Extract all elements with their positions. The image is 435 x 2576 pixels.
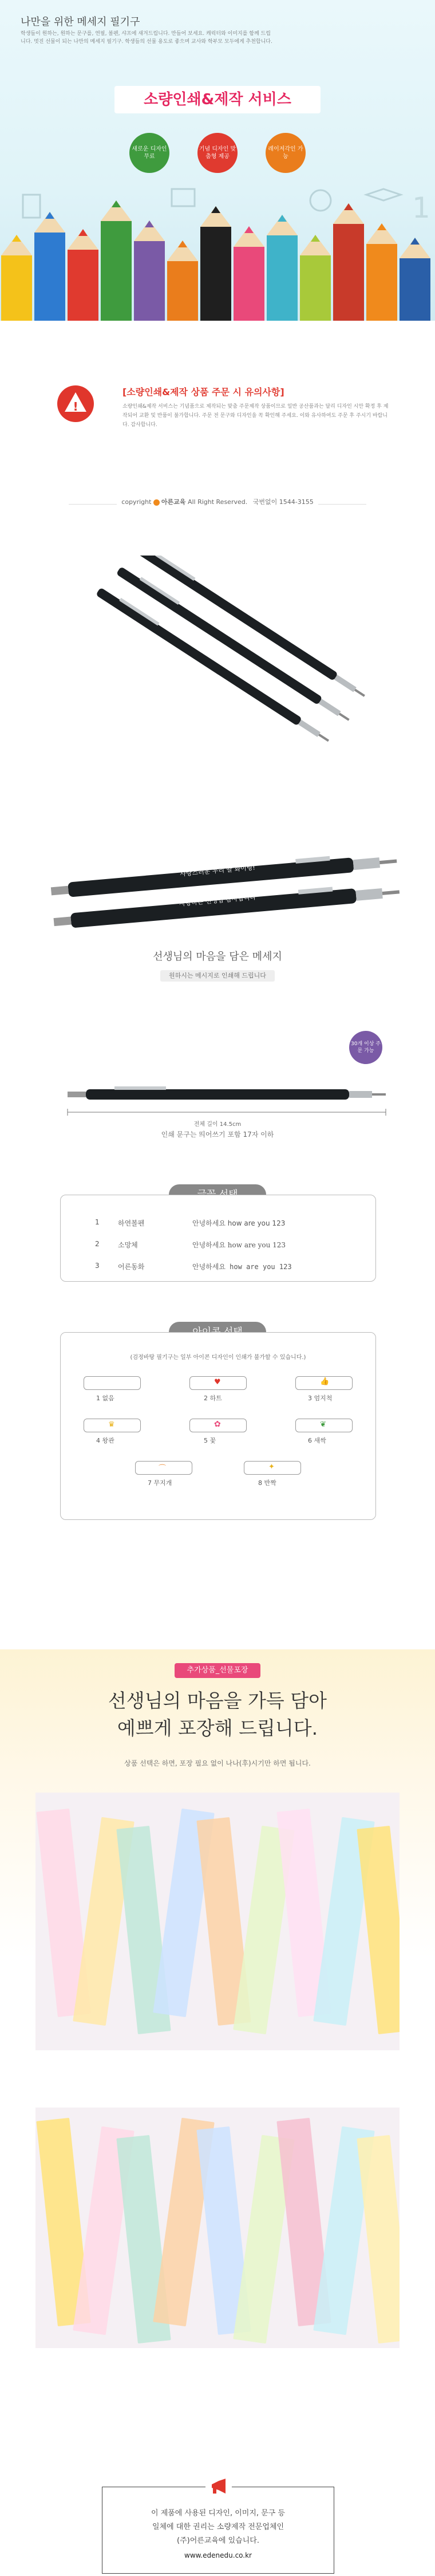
hero-tagline: 나만을 위한 메세지 필기구 bbox=[21, 16, 140, 28]
icon-option-none[interactable] bbox=[84, 1376, 141, 1390]
engrave-text-2: 사랑하는 선생님 감사합니다 bbox=[179, 893, 256, 908]
print-limit: 인쇄 문구는 띄어쓰기 포함 17자 이하 bbox=[161, 1131, 274, 1139]
pencil bbox=[400, 238, 430, 321]
footer-line-3: (주)어른교육에 있습니다. bbox=[177, 2536, 259, 2545]
gift-wrap-section bbox=[0, 1649, 435, 2377]
icon-option-flower[interactable] bbox=[189, 1419, 247, 1432]
badge-custom-design: 기념 디자인 맞춤형 제공 bbox=[197, 133, 238, 173]
pencil bbox=[101, 200, 132, 321]
warning-icon: ! bbox=[57, 385, 94, 422]
engraved-pens-image bbox=[0, 848, 435, 928]
hero-banner bbox=[0, 0, 435, 321]
font-option[interactable]: 1 하연볼펜 안녕하세요 how are you 123 bbox=[95, 1218, 286, 1227]
svg-text:1: 1 bbox=[412, 191, 430, 224]
pencil bbox=[167, 241, 198, 321]
gift-tag: 추가상품_선물포장 bbox=[175, 1663, 260, 1678]
icon-label: 꽃 bbox=[209, 1437, 216, 1444]
icon-option-heart[interactable] bbox=[189, 1376, 247, 1390]
pencil bbox=[1, 235, 32, 321]
icon-label: 하트 bbox=[209, 1395, 222, 1402]
product-pens-image bbox=[0, 556, 435, 785]
pencil bbox=[134, 220, 165, 321]
copyright-prefix: copyright bbox=[121, 498, 152, 506]
gift-photo-2 bbox=[35, 2108, 400, 2348]
message-caption: 원하시는 메시지로 인쇄해 드립니다 bbox=[160, 970, 275, 982]
pencil bbox=[68, 229, 98, 321]
copyright-phone: 국번없이 1544-3155 bbox=[252, 498, 314, 506]
min-order-bubble: 30개 이상 주문 가능 bbox=[349, 1031, 382, 1064]
badge-laser: 레이저각인 가능 bbox=[266, 133, 306, 173]
icon-label: 왕관 bbox=[102, 1437, 114, 1444]
brand-logo-icon bbox=[153, 499, 160, 506]
thumbs-up-icon: 👍 bbox=[320, 1377, 330, 1386]
copyright-bar bbox=[0, 491, 435, 514]
icon-label: 없음 bbox=[102, 1395, 114, 1402]
icon-option-rainbow[interactable] bbox=[135, 1461, 192, 1475]
gift-bag bbox=[357, 1826, 400, 2034]
notice-body: 소량인쇄&제작 서비스는 기념품으로 제작되는 맞춤 주문제작 상품이므로 일반 공산품과는 달리 디자인 시안 확정 후 제작되어 교환 및 반품이 불가합니다. 주문 전 문구와 디자인을 꼭 확인해 주세요. 이와 유사하여도 주문 후 주시기 바랍니다. 감사합니다. bbox=[122, 404, 389, 428]
badge-free-design: 새로운 디자인 무료 bbox=[129, 133, 169, 173]
pencil bbox=[200, 206, 231, 321]
icon-label: 무지개 bbox=[153, 1479, 172, 1487]
icon-label: 반짝 bbox=[264, 1479, 276, 1487]
engrave-text-1: 사랑스러운 우리 딸 화이팅! bbox=[179, 864, 256, 878]
pencil bbox=[234, 226, 264, 321]
icon-label: 엄지척 bbox=[314, 1395, 333, 1402]
icon-note: (검정바탕 필기구는 일부 아이콘 디자인이 인쇄가 불가할 수 있습니다.) bbox=[130, 1354, 306, 1361]
hero-description: 학생들이 원하는, 원하는 문구를, 연필, 볼펜, 샤프에 새겨드립니다. 만들어 보세요. 캐릭터와 이미지를 함께 드립니다. 멋진 선물이 되는 나만의 메세지 필기구. 학생들의 선물 용도로 좋으며 교사와 학부모 모두에게 추천합니다. bbox=[21, 31, 272, 45]
icon-option-sparkle[interactable] bbox=[244, 1461, 301, 1475]
icon-select-box: (검정바탕 필기구는 일부 아이콘 디자인이 인쇄가 불가할 수 있습니다.) ♥ 👍 1 없음 2 하트 3 엄지척 ♛ ✿ ❦ 4 왕관 5 꽃 6 새싹 ⌒ ✦ 7 무지개 8 반짝 bbox=[60, 1332, 376, 1520]
megaphone-icon bbox=[205, 2473, 232, 2500]
footer-url[interactable]: www.edenedu.co.kr bbox=[184, 2551, 252, 2559]
pencil bbox=[300, 235, 331, 321]
font-select-box bbox=[60, 1195, 376, 1282]
crown-icon: ♛ bbox=[108, 1420, 115, 1429]
sprout-icon: ❦ bbox=[320, 1420, 326, 1429]
gift-bag bbox=[357, 2135, 400, 2343]
footer-line-1: 이 제품에 사용된 디자인, 이미지, 문구 등 bbox=[151, 2509, 285, 2518]
rainbow-icon: ⌒ bbox=[159, 1464, 167, 1473]
gift-headline-1: 선생님의 마음을 가득 담아 bbox=[108, 1689, 327, 1712]
pencil bbox=[366, 223, 397, 321]
gift-photo-1 bbox=[35, 1793, 400, 2050]
notice-section bbox=[0, 338, 435, 475]
copyright-rights: All Right Reserved. bbox=[187, 498, 248, 506]
pen-length: 전체 길이 14.5cm bbox=[193, 1121, 242, 1128]
flower-icon: ✿ bbox=[214, 1420, 221, 1429]
sparkle-icon: ✦ bbox=[268, 1463, 275, 1471]
gift-subtext: 상품 선택은 하면, 포장 필요 없이 나나(후)시기만 하면 됩니다. bbox=[124, 1759, 311, 1767]
hero-title: 소량인쇄&제작 서비스 bbox=[114, 86, 321, 113]
footer bbox=[0, 2463, 435, 2576]
heart-icon: ♥ bbox=[214, 1378, 221, 1387]
pencil bbox=[34, 212, 65, 321]
icon-option-crown[interactable] bbox=[84, 1419, 141, 1432]
icon-option-thumb[interactable] bbox=[295, 1376, 353, 1390]
handwriting-text: 선생님의 마음을 담은 메세지 bbox=[153, 951, 282, 963]
icon-option-sprout[interactable] bbox=[295, 1419, 353, 1432]
notice-title: [소량인쇄&제작 상품 주문 시 유의사항] bbox=[122, 387, 284, 397]
font-option[interactable]: 3 어른동화 안녕하세요 how are you 123 bbox=[95, 1262, 292, 1271]
font-option[interactable]: 2 소망체 안녕하세요 how are you 123 bbox=[95, 1240, 286, 1249]
gift-headline-2: 예쁘게 포장해 드립니다. bbox=[117, 1717, 318, 1739]
pencil bbox=[267, 215, 298, 321]
footer-box bbox=[102, 2487, 334, 2574]
single-pen-image bbox=[0, 1077, 435, 1122]
icon-label: 새싹 bbox=[314, 1437, 326, 1444]
brand-name: 아른교육 bbox=[161, 498, 186, 506]
footer-line-2: 일체에 대한 권리는 소량제작 전문업체인 bbox=[152, 2523, 284, 2531]
pencil bbox=[333, 203, 364, 321]
